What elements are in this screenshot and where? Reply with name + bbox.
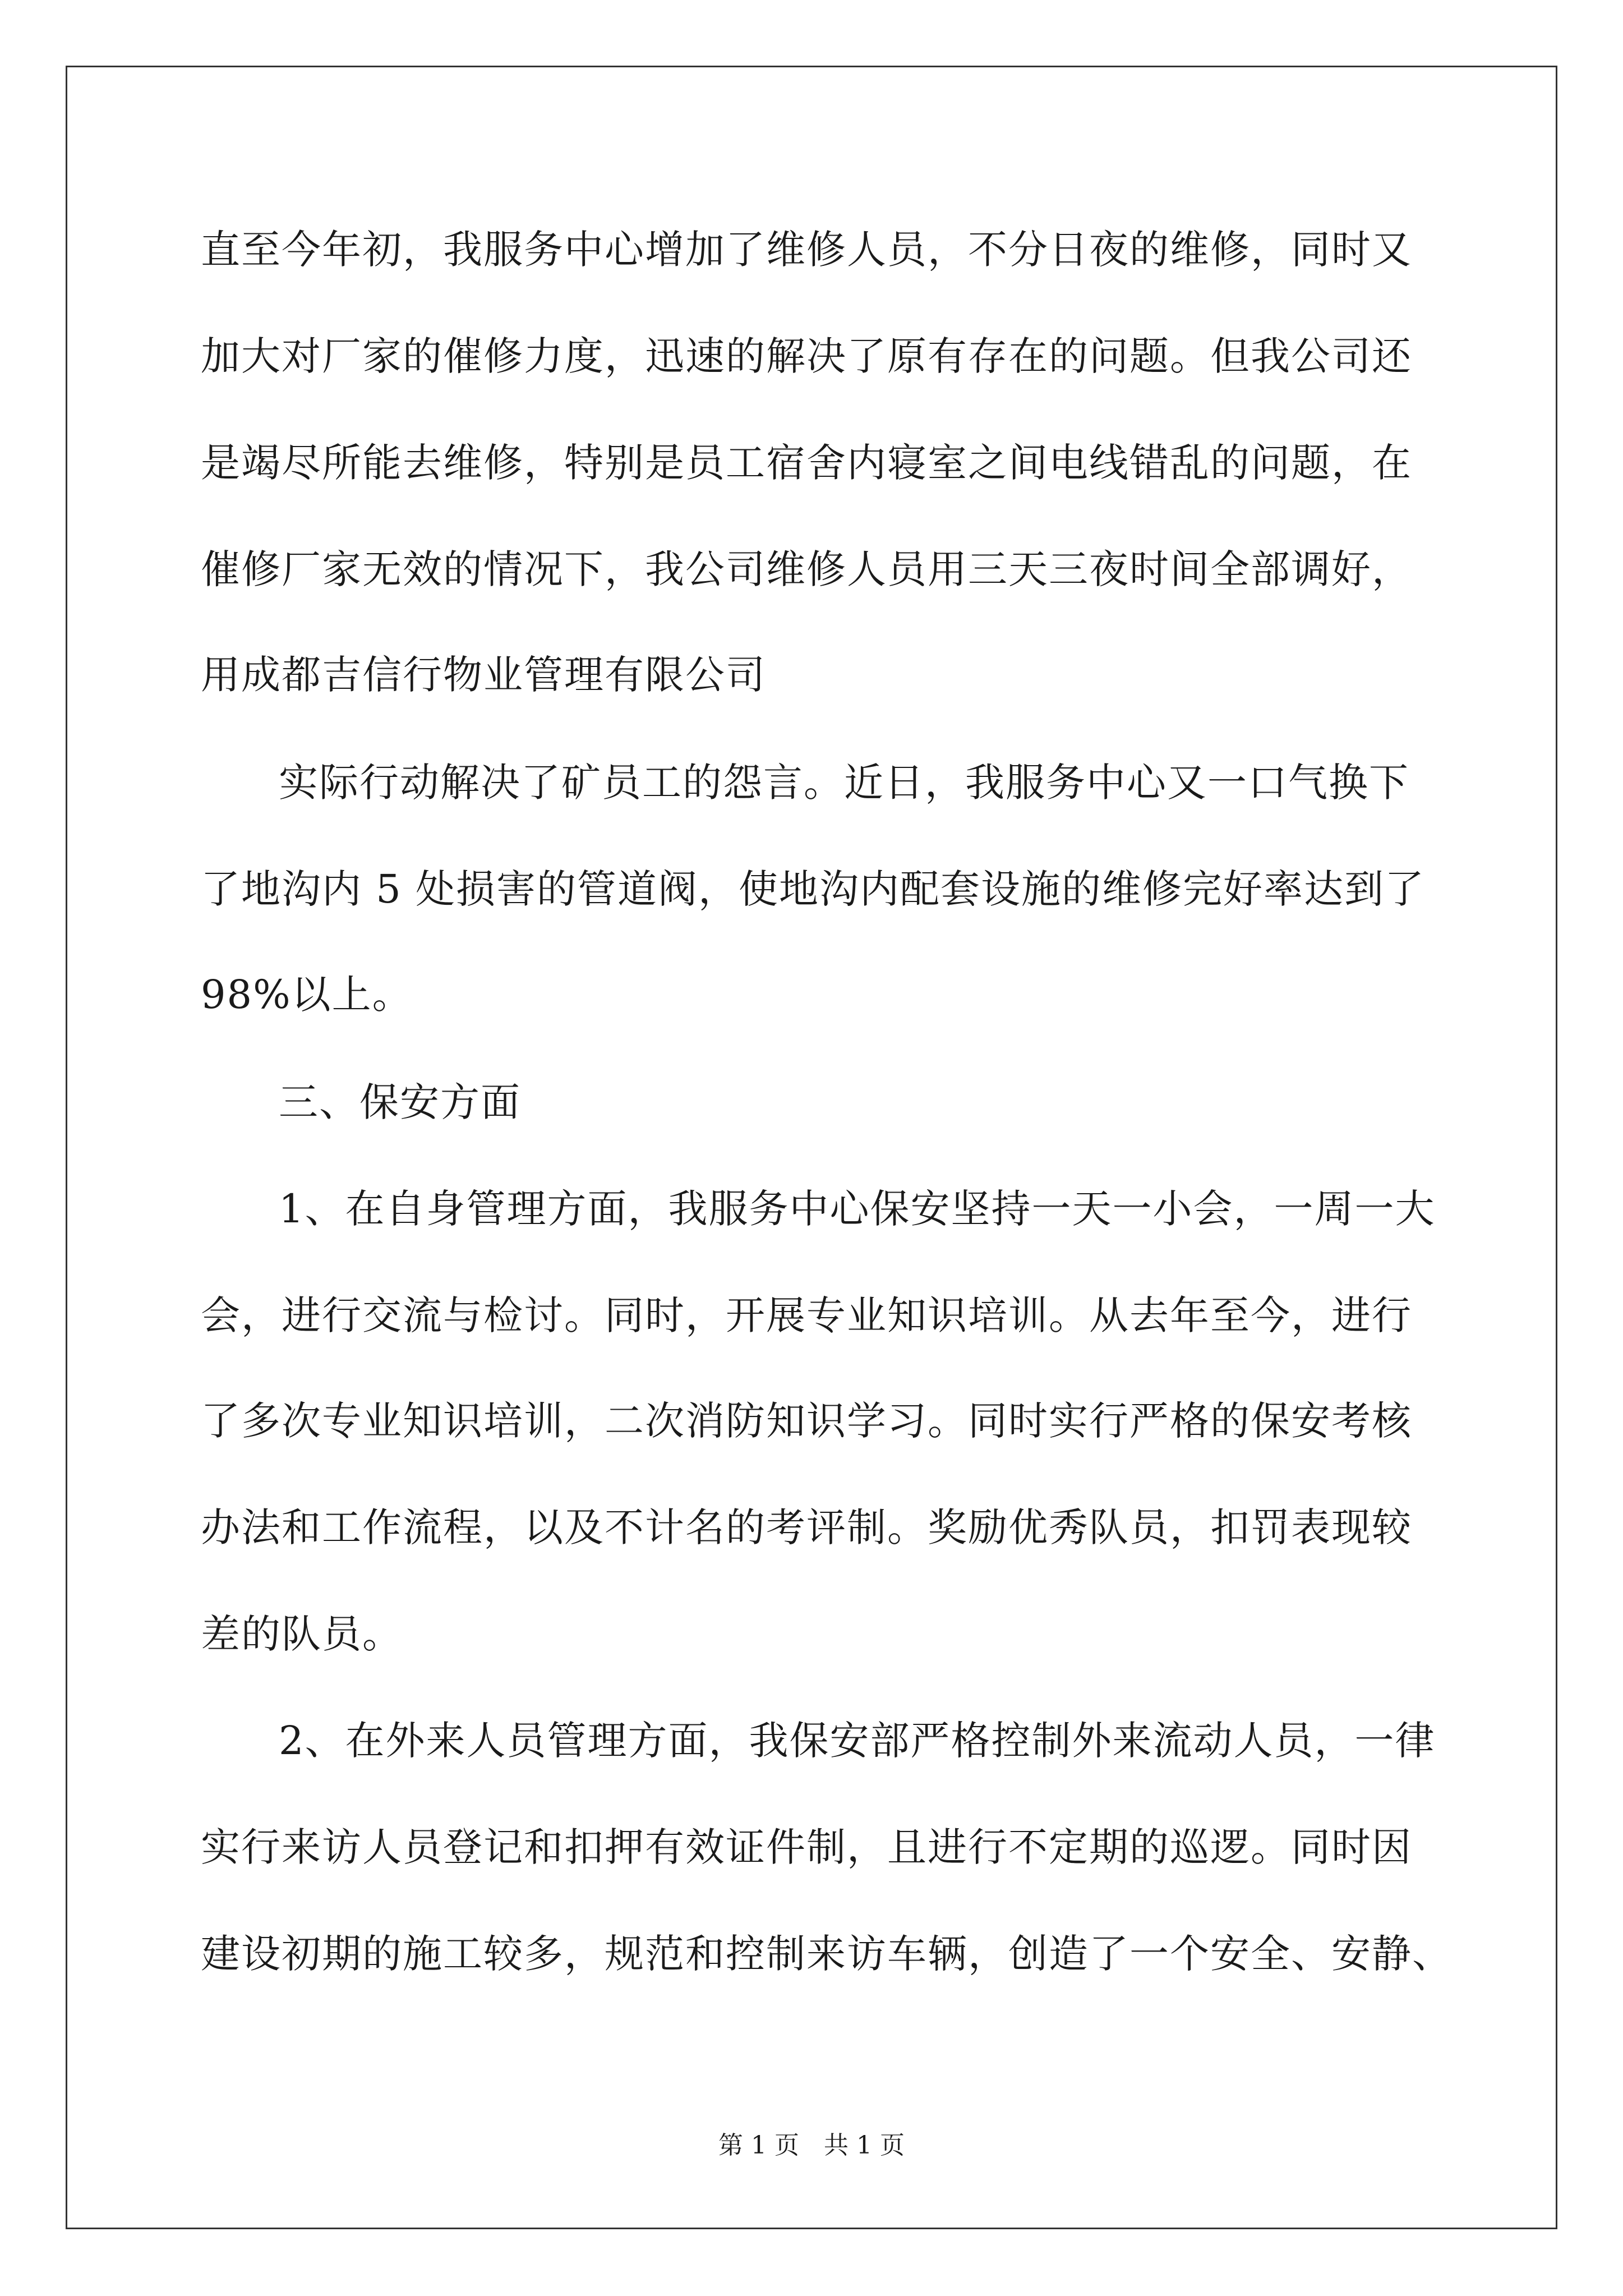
body-line-14: 差的队员。 bbox=[201, 1611, 403, 1657]
page-footer: 第 1 页 共 1 页 bbox=[718, 2131, 905, 2160]
section-heading: 三、保安方面 bbox=[279, 1079, 521, 1125]
body-line-16: 实行来访人员登记和扣押有效证件制，且进行不定期的巡逻。同时因 bbox=[201, 1824, 1412, 1870]
body-line-2: 加大对厂家的催修力度，迅速的解决了原有存在的问题。但我公司还 bbox=[201, 333, 1412, 379]
body-line-3: 是竭尽所能去维修，特别是员工宿舍内寝室之间电线错乱的问题，在 bbox=[201, 440, 1412, 486]
body-line-15: 2、在外来人员管理方面，我保安部严格控制外来流动人员，一律 bbox=[279, 1718, 1436, 1764]
body-line-17: 建设初期的施工较多，规范和控制来访车辆，创造了一个安全、安静、 bbox=[201, 1931, 1453, 1977]
body-line-13: 办法和工作流程，以及不计名的考评制。奖励优秀队员，扣罚表现较 bbox=[201, 1504, 1412, 1550]
body-line-4: 催修厂家无效的情况下，我公司维修人员用三天三夜时间全部调好， bbox=[201, 546, 1412, 592]
body-line-6: 实际行动解决了矿员工的怨言。近日，我服务中心又一口气换下 bbox=[279, 760, 1409, 806]
body-line-11: 会，进行交流与检讨。同时，开展专业知识培训。从去年至今，进行 bbox=[201, 1292, 1412, 1338]
body-line-1: 直至今年初，我服务中心增加了维修人员，不分日夜的维修，同时又 bbox=[201, 227, 1412, 273]
body-line-5: 用成都吉信行物业管理有限公司 bbox=[201, 652, 766, 698]
body-line-7: 了地沟内 5 处损害的管道阀，使地沟内配套设施的维修完好率达到了 bbox=[201, 866, 1426, 912]
page-border bbox=[66, 66, 1557, 2229]
body-line-8: 98%以上。 bbox=[201, 972, 413, 1018]
body-line-12: 了多次专业知识培训，二次消防知识学习。同时实行严格的保安考核 bbox=[201, 1398, 1412, 1444]
body-line-10: 1、在自身管理方面，我服务中心保安坚持一天一小会，一周一大 bbox=[279, 1186, 1436, 1232]
